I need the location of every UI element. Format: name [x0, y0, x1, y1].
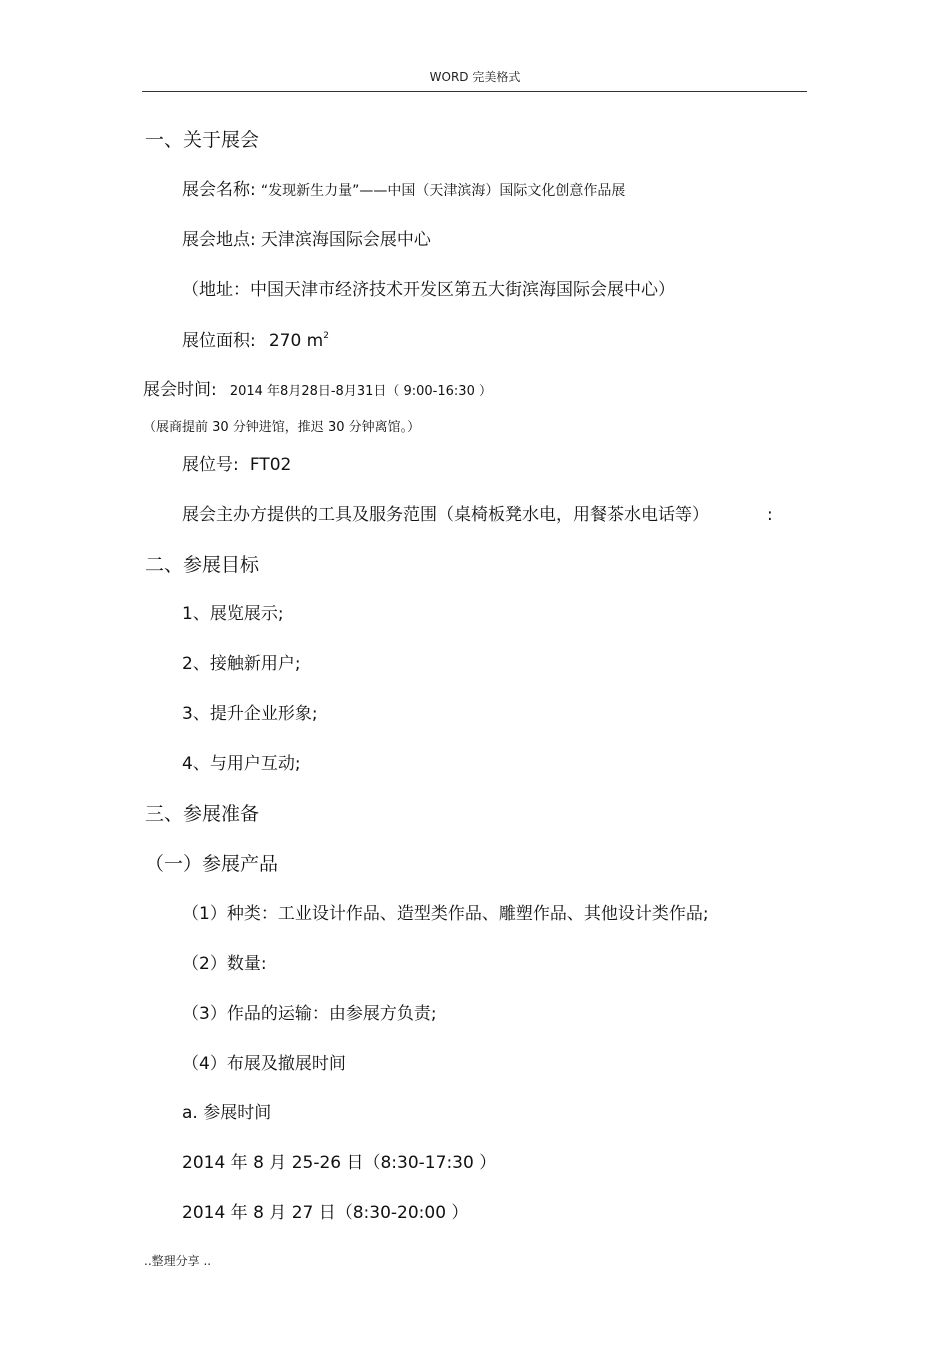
section-3-title: 三、参展准备 — [145, 803, 260, 825]
exhibition-venue-line — [182, 232, 431, 249]
goal-item: 2、接触新用户; — [182, 654, 301, 674]
setup-time-heading: a. 参展时间 — [182, 1103, 272, 1123]
booth-number-value: FT02 — [249, 455, 292, 475]
exhibit-point: （2）数量: — [182, 954, 267, 974]
exhibit-point: （4）布展及撤展时间 — [182, 1054, 346, 1074]
page-header: WORD 完美格式 — [429, 70, 521, 84]
goal-item: 1、展览展示; — [182, 604, 284, 624]
organizer-services-colon: : — [767, 505, 773, 525]
exhibition-name-line — [182, 182, 625, 199]
exhibition-venue-label: 展会地点: — [182, 230, 256, 250]
exhibition-name-label: 展会名称: — [182, 180, 256, 200]
booth-number-label: 展位号: — [182, 455, 239, 475]
setup-date: 2014 年 8 月 25-26 日（8:30-17:30 ） — [182, 1153, 497, 1173]
exhibition-address: （地址：中国天津市经济技术开发区第五大街滨海国际会展中心） — [182, 280, 675, 300]
header-divider — [142, 91, 807, 92]
subsection-exhibits-title: （一）参展产品 — [145, 853, 279, 875]
exhibition-venue-value: 天津滨海国际会展中心 — [260, 230, 431, 250]
booth-area-line — [182, 332, 329, 350]
organizer-services: 展会主办方提供的工具及服务范围（桌椅板凳水电，用餐茶水电话等） — [182, 505, 709, 525]
exhibition-time-value: 2014 年8月28日-8月31日（ 9:00-16:30 ） — [229, 384, 492, 399]
goal-item: 4、与用户互动; — [182, 754, 301, 774]
square-unit-superscript: 2 — [323, 331, 329, 341]
exhibition-time-line — [143, 382, 492, 399]
setup-date: 2014 年 8 月 27 日（8:30-20:00 ） — [182, 1203, 469, 1223]
exhibition-name-value: “发现新生力量”——中国（天津滨海）国际文化创意作品展 — [260, 183, 626, 199]
booth-area-label: 展位面积: — [182, 331, 256, 351]
section-1-title: 一、关于展会 — [145, 129, 260, 151]
booth-number-line — [182, 457, 291, 474]
booth-area-value: 270 m — [268, 331, 324, 351]
section-2-title: 二、参展目标 — [145, 554, 260, 576]
exhibitor-entry-note: （展商提前 30 分钟进馆，推迟 30 分钟离馆。） — [143, 420, 421, 435]
page-footer: ..整理分享 .. — [144, 1254, 212, 1268]
exhibit-point: （1）种类：工业设计作品、造型类作品、雕塑作品、其他设计类作品; — [182, 904, 709, 924]
exhibition-time-label: 展会时间: — [143, 380, 217, 400]
goal-item: 3、提升企业形象; — [182, 704, 318, 724]
exhibit-point: （3）作品的运输：由参展方负责; — [182, 1004, 437, 1024]
